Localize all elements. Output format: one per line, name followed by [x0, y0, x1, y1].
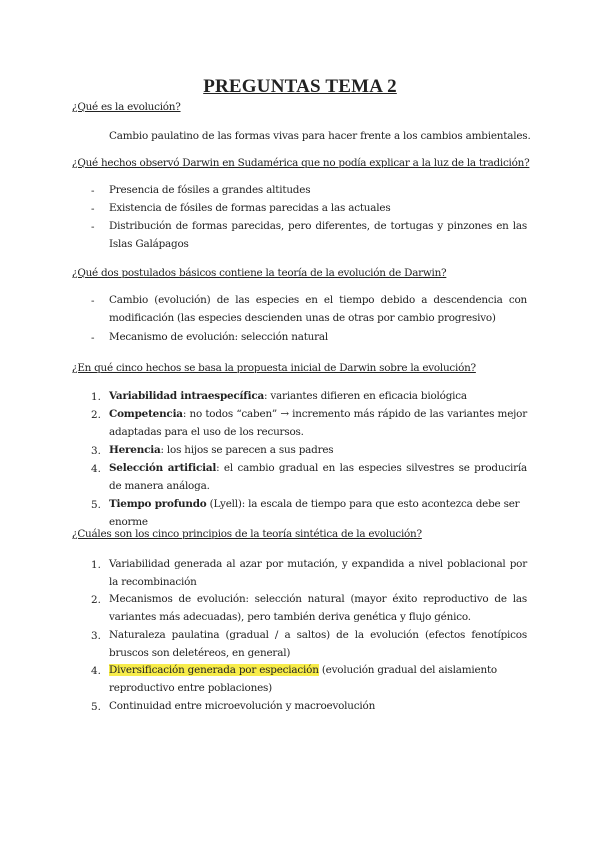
- term: Tiempo profundo: [109, 498, 207, 510]
- list-number: 3.: [91, 630, 101, 642]
- list-item: Continuidad entre microevolución y macroevolución: [109, 700, 376, 712]
- term: Herencia: [109, 444, 161, 456]
- list-bullet: -: [91, 203, 95, 215]
- term-description: : variantes difieren en eficacia biológica: [263, 390, 467, 402]
- term-description: : los hijos se parecen a sus padres: [160, 444, 334, 456]
- question-1: ¿Qué es la evolución?: [72, 101, 181, 113]
- list-number: 5.: [91, 499, 101, 511]
- list-number: 3.: [91, 445, 101, 457]
- list-item: Presencia de fósiles a grandes altitudes: [109, 184, 311, 196]
- term: Variabilidad intraespecífica: [109, 390, 264, 402]
- list-number: 1.: [91, 559, 101, 571]
- question-3: ¿Qué dos postulados básicos contiene la teoría de la evolución de Darwin?: [72, 267, 447, 279]
- list-item: [109, 388, 527, 406]
- list-item: Mecanismos de evolución: selección natural (mayor éxito reproductivo de las variantes más adecuadas), pero también deriva genética y flujo génico.: [109, 593, 527, 623]
- list-number: 2.: [91, 409, 101, 421]
- list-item: Existencia de fósiles de formas parecidas a las actuales: [109, 202, 391, 214]
- list-bullet: -: [91, 332, 95, 344]
- list-number: 4.: [91, 665, 101, 677]
- list-bullet: -: [91, 221, 95, 233]
- highlighted-text: Diversificación generada por especiación: [109, 664, 319, 676]
- list-item: Distribución de formas parecidas, pero diferentes, de tortugas y pinzones en las Islas Galápagos: [109, 220, 527, 250]
- list-item: [109, 460, 527, 496]
- question-2: ¿Qué hechos observó Darwin en Sudamérica que no podía explicar a la luz de la tradición?: [72, 157, 530, 169]
- question-4: ¿En qué cinco hechos se basa la propuesta inicial de Darwin sobre la evolución?: [72, 362, 476, 374]
- term-description: : no todos “caben” → incremento más rápido de las variantes mejor adaptadas para el uso de los recursos.: [109, 408, 527, 438]
- list-bullet: -: [91, 185, 95, 197]
- item-text: (evolución gradual del aislamiento reproductivo entre poblaciones): [109, 664, 497, 694]
- list-item: Variabilidad generada al azar por mutación, y expandida a nivel poblacional por la recombinación: [109, 558, 527, 588]
- answer-1: Cambio paulatino de las formas vivas para hacer frente a los cambios ambientales.: [109, 130, 531, 142]
- list-item: [109, 496, 527, 532]
- list-number: 2.: [91, 594, 101, 606]
- term-description: : el cambio gradual en las especies silvestres se produciría de manera análoga.: [109, 462, 528, 492]
- list-item: Mecanismo de evolución: selección natural: [109, 331, 329, 343]
- term-description: (Lyell): la escala de tiempo para que esto acontezca debe ser enorme: [109, 498, 520, 528]
- term: Competencia: [109, 408, 183, 420]
- list-number: 4.: [91, 463, 101, 475]
- list-number: 1.: [91, 391, 101, 403]
- list-item: [109, 442, 527, 460]
- list-bullet: -: [91, 295, 95, 307]
- list-number: 5.: [91, 701, 101, 713]
- term: Selección artificial: [109, 462, 217, 474]
- list-item: [109, 662, 527, 698]
- page-title: PREGUNTAS TEMA 2: [203, 76, 397, 97]
- list-item: Naturaleza paulatina (gradual / a saltos) de la evolución (efectos fenotípicos bruscos son deletéreos, en general): [109, 629, 527, 659]
- list-item: [109, 406, 527, 442]
- question-5: ¿Cuáles son los cinco principios de la teoría sintética de la evolución?: [72, 528, 422, 540]
- list-item: Cambio (evolución) de las especies en el tiempo debido a descendencia con modificación (las especies descienden unas de otras por cambio progresivo): [109, 294, 527, 324]
